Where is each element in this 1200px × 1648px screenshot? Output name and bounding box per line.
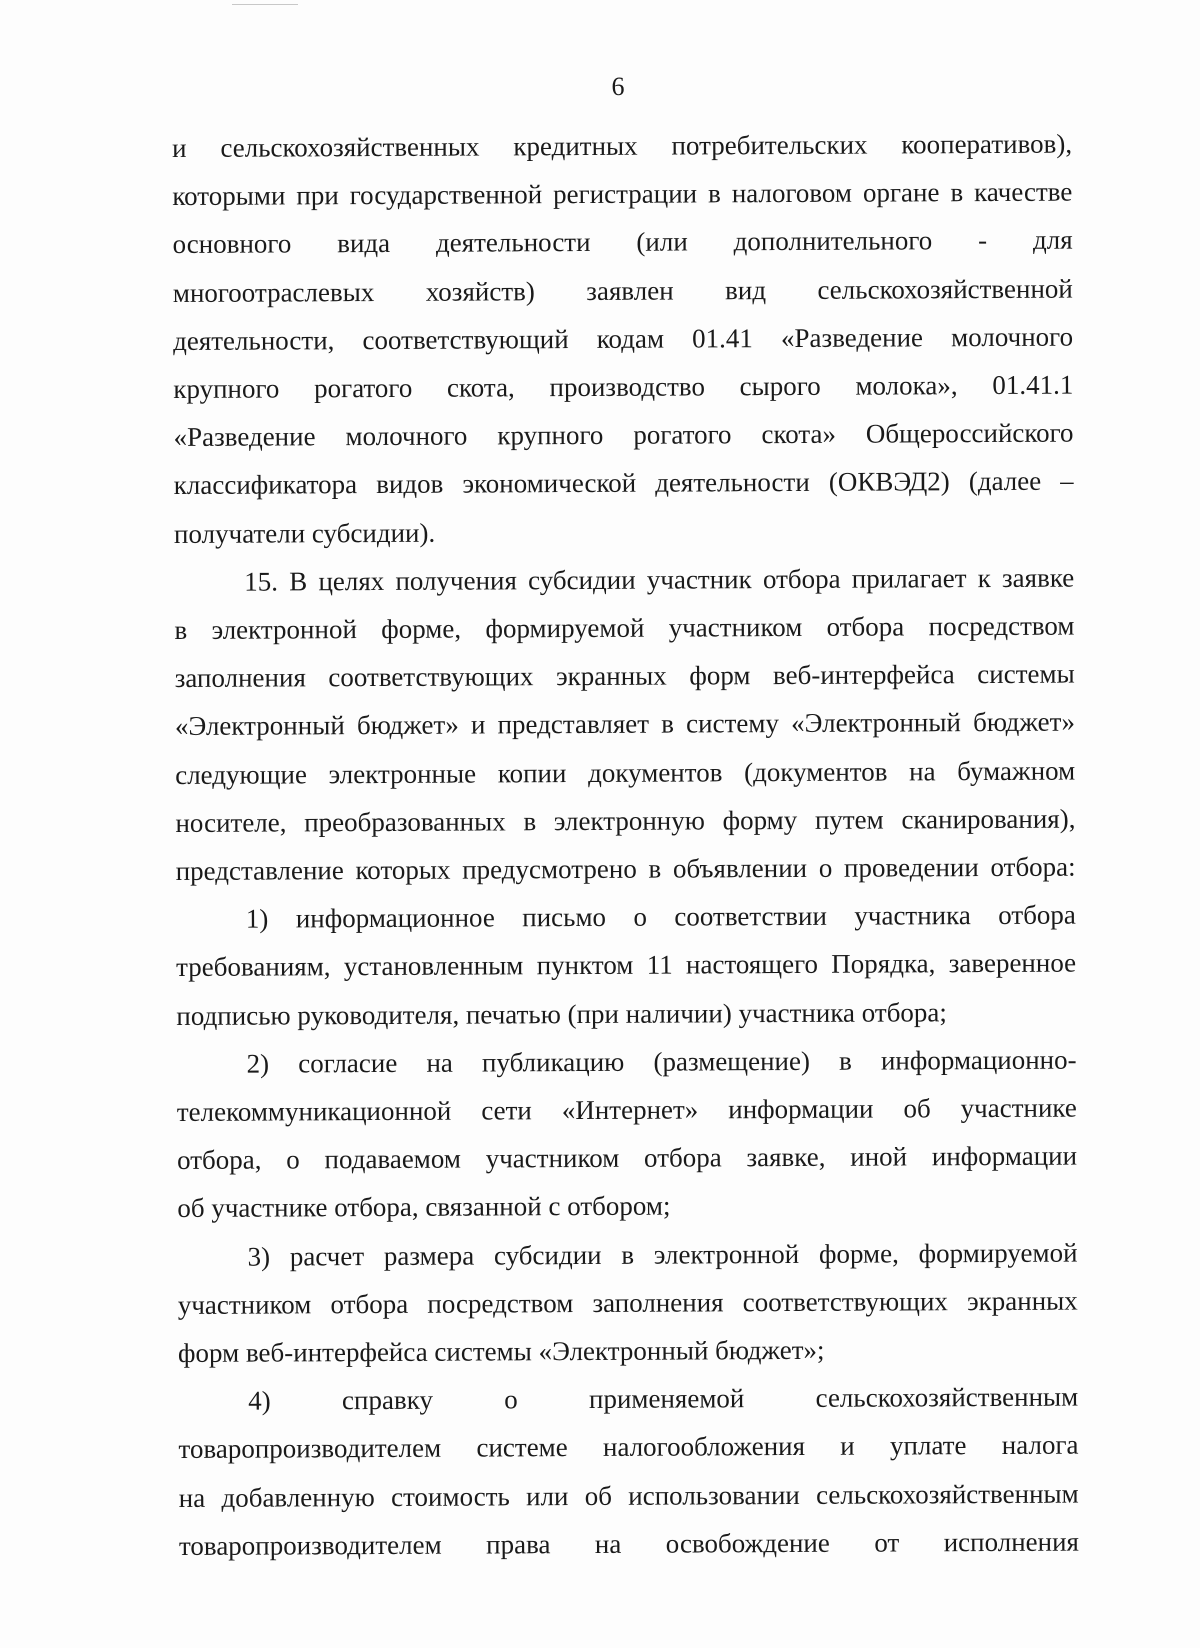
text-line: носителе, преобразованных в электронную форму путем сканирования), xyxy=(175,803,1076,838)
text-line: деятельности, соответствующий кодам 01.41 «Разведение молочного xyxy=(172,321,1074,356)
text-line: получатели субсидии). xyxy=(173,517,436,549)
text-line: телекоммуникационной сети «Интернет» информации об участнике xyxy=(176,1092,1077,1128)
text-line: требованиям, установленным пунктом 11 настоящего Порядка, заверенное xyxy=(176,948,1077,983)
list-item-2 xyxy=(176,1035,1077,1232)
text-line: 2) согласие на публикацию (размещение) в информационно- xyxy=(246,1044,1077,1079)
text-line: товаропроизводителем системе налогообложения и уплате налога xyxy=(178,1430,1079,1465)
text-line: многоотраслевых хозяйств) заявлен вид сельскохозяйственной xyxy=(172,273,1073,308)
text-line: следующие электронные копии документов (документов на бумажном xyxy=(175,755,1076,790)
text-line: об участнике отбора, связанной с отбором; xyxy=(177,1191,671,1224)
text-line: представление которых предусмотрено в объявлении о проведении отбора: xyxy=(175,851,1076,887)
text-line: 3) расчет размера субсидии в электронной форме, формируемой xyxy=(247,1237,1078,1272)
scan-artifact-line xyxy=(232,4,298,5)
text-line: отбора, о подаваемом участником отбора заявке, иной информации xyxy=(176,1140,1078,1176)
paragraph-15 xyxy=(174,553,1076,895)
paragraph-continuation xyxy=(172,120,1074,558)
text-line: классификатора видов экономической деятельности (ОКВЭД2) (далее – xyxy=(173,466,1074,501)
text-line: 1) информационное письмо о соответствии участника отбора xyxy=(245,899,1076,934)
text-line: в электронной форме, формируемой участником отбора посредством xyxy=(174,610,1075,646)
text-line: заполнения соответствующих экранных форм веб-интерфейса системы xyxy=(174,658,1075,694)
text-line: 4) справку о применяемой сельскохозяйственным xyxy=(248,1381,1079,1416)
text-line: основного вида деятельности (или дополнительного - для xyxy=(172,225,1073,260)
page-number: 6 xyxy=(611,72,625,101)
text-line: «Электронный бюджет» и представляет в систему «Электронный бюджет» xyxy=(174,707,1076,742)
list-item-4 xyxy=(178,1373,1079,1570)
text-line: «Разведение молочного крупного рогатого скота» Общероссийского xyxy=(173,417,1074,453)
document-body xyxy=(172,120,1079,1570)
list-item-1 xyxy=(176,891,1077,1040)
text-line: участником отбора посредством заполнения соответствующих экранных xyxy=(177,1285,1078,1320)
text-line: которыми при государственной регистрации в налоговом органе в качестве xyxy=(172,176,1073,212)
text-line: на добавленную стоимость или об использовании сельскохозяйственным xyxy=(178,1478,1079,1513)
text-line: товаропроизводителем права на освобождение от исполнения xyxy=(178,1526,1080,1561)
text-line: подписью руководителя, печатью (при наличии) участника отбора; xyxy=(176,996,947,1031)
text-line: крупного рогатого скота, производство сырого молока», 01.41.1 xyxy=(173,369,1074,405)
list-item-3 xyxy=(177,1228,1078,1377)
text-line: 15. В целях получения субсидии участник отбора прилагает к заявке xyxy=(244,562,1075,597)
text-line: и сельскохозяйственных кредитных потребительских кооперативов), xyxy=(172,128,1073,163)
text-line: форм веб-интерфейса системы «Электронный бюджет»; xyxy=(177,1334,825,1369)
